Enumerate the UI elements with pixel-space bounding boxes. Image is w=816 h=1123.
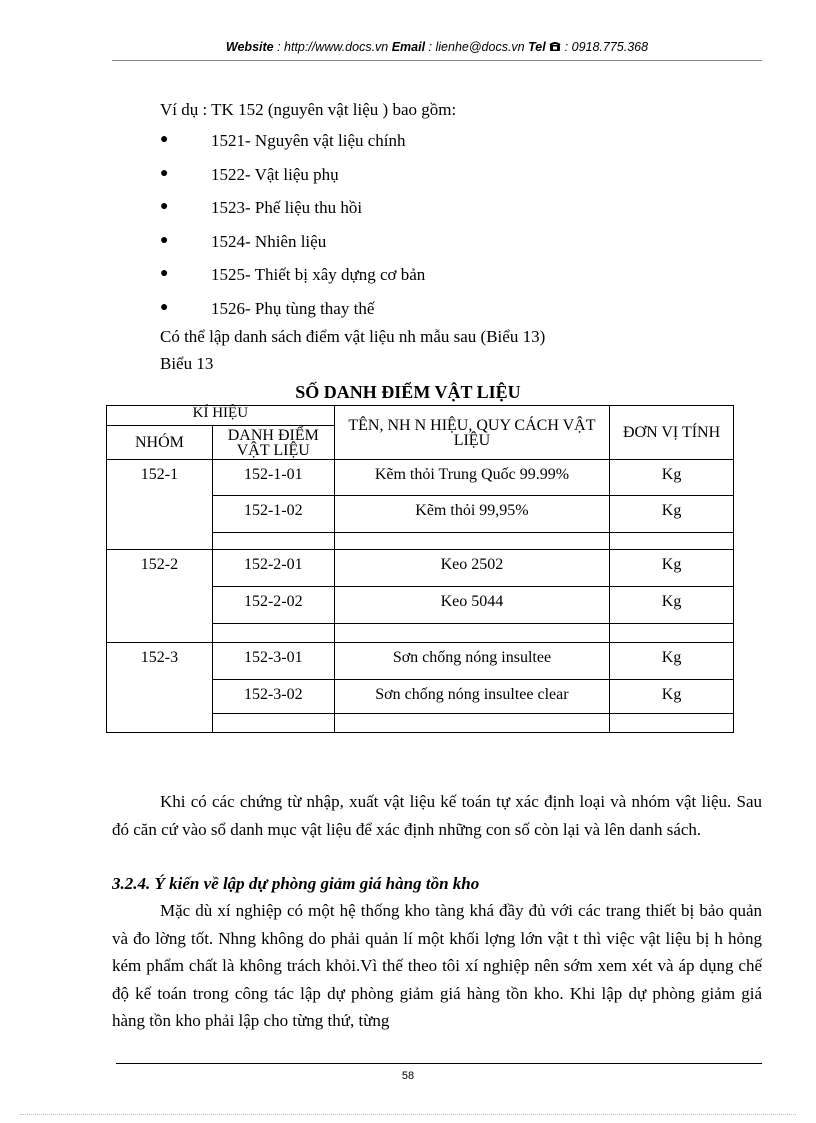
empty-cell <box>334 714 609 733</box>
empty-cell <box>610 624 734 643</box>
table-title: SỐ DANH ĐIỂM VẬT LIỆU <box>295 382 521 402</box>
note-text: Có thể lập danh sách điểm vật liệu nh mẫu sau (Biểu 13) <box>160 327 546 346</box>
bullet-marker: ● <box>160 233 169 248</box>
empty-cell <box>212 533 334 550</box>
bullet-marker: ● <box>160 300 169 315</box>
bieu-label: Biểu 13 <box>160 354 214 373</box>
paragraph-1: Khi có các chứng từ nhập, xuất vật liệu kế toán tự xác định loại và nhóm vật liệu. Sau đó căn cứ vào sổ danh mục vật liệu để xác định những con số còn lại và lên danh sách. <box>112 792 762 839</box>
name-cell: Kẽm thỏi Trung Quốc 99.99% <box>334 460 609 496</box>
code-cell: 152-2-01 <box>212 550 334 587</box>
code-cell: 152-1-02 <box>212 496 334 533</box>
list-item: 1526- Phụ tùng thay thế <box>211 299 375 318</box>
unit-cell: Kg <box>610 643 734 680</box>
header-nhom: NHÓM <box>107 426 213 460</box>
list-item: 1521- Nguyên vật liệu chính <box>211 131 406 150</box>
list-item: 1525- Thiết bị xây dựng cơ bản <box>211 265 426 284</box>
email-value: : lienhe@docs.vn <box>425 40 529 54</box>
tel-label: Tel <box>528 40 546 54</box>
header-don-vi: ĐƠN VỊ TÍNH <box>610 406 734 460</box>
group-cell: 152-1 <box>107 460 213 550</box>
empty-cell <box>212 714 334 733</box>
empty-cell <box>334 533 609 550</box>
name-cell: Keo 2502 <box>334 550 609 587</box>
bullet-marker: ● <box>160 199 169 214</box>
page-edge-dots <box>20 1114 796 1115</box>
material-code-table <box>106 405 734 733</box>
code-cell: 152-3-01 <box>212 643 334 680</box>
unit-cell: Kg <box>610 496 734 533</box>
bullet-marker: ● <box>160 132 169 147</box>
empty-cell <box>334 624 609 643</box>
unit-cell: Kg <box>610 460 734 496</box>
header-ki-hieu: KÍ HIỆU <box>107 406 335 426</box>
group-cell: 152-3 <box>107 643 213 733</box>
header-danh-diem: DANH ĐIỂM VẬT LIỆU <box>212 426 334 460</box>
phone-icon <box>549 41 561 55</box>
name-cell: Kẽm thỏi 99,95% <box>334 496 609 533</box>
bullet-marker: ● <box>160 166 169 181</box>
code-cell: 152-1-01 <box>212 460 334 496</box>
empty-cell <box>212 624 334 643</box>
unit-cell: Kg <box>610 587 734 624</box>
list-item: 1523- Phế liệu thu hồi <box>211 198 363 217</box>
list-item: 1522- Vật liệu phụ <box>211 165 339 184</box>
bullet-marker: ● <box>160 266 169 281</box>
page-number: 58 <box>401 1070 415 1082</box>
website-value: : http://www.docs.vn <box>273 40 392 54</box>
header-divider <box>112 60 762 61</box>
empty-cell <box>610 714 734 733</box>
code-cell: 152-2-02 <box>212 587 334 624</box>
empty-cell <box>610 533 734 550</box>
name-cell: Keo 5044 <box>334 587 609 624</box>
footer-divider <box>116 1063 762 1064</box>
paragraph-2: Mặc dù xí nghiệp có một hệ thống kho tàng khá đầy đủ với các trang thiết bị bảo quản và đo lờng tốt. Nhng không do phải quản lí một khối lợng lớn vật t thì việc vật liệu bị h hỏng kém phẩm chất là không trách khỏi.Vì thế theo tôi xí nghiệp nên sớm xem xét và áp dụng chế độ kế toán trong công tác lập dự phòng giảm giá hàng tồn kho. Khi lập dự phòng giảm giá hàng tồn kho phải lập cho từng thứ, từng <box>112 901 762 1030</box>
section-heading: 3.2.4. Ý kiến về lập dự phòng giảm giá hàng tồn kho <box>112 874 480 893</box>
page-header <box>112 40 762 55</box>
group-cell: 152-2 <box>107 550 213 643</box>
unit-cell: Kg <box>610 550 734 587</box>
header-ten: TÊN, NH N HIỆU, QUY CÁCH VẬT LIỆU <box>334 406 609 460</box>
code-cell: 152-3-02 <box>212 680 334 714</box>
intro-text: Ví dụ : TK 152 (nguyên vật liệu ) bao gồm: <box>160 100 457 119</box>
name-cell: Sơn chống nóng insultee clear <box>334 680 609 714</box>
tel-value: : 0918.775.368 <box>561 40 649 54</box>
unit-cell: Kg <box>610 680 734 714</box>
list-item: 1524- Nhiên liệu <box>211 232 327 251</box>
website-label: Website <box>225 40 274 54</box>
email-label: Email <box>391 40 426 54</box>
name-cell: Sơn chống nóng insultee <box>334 643 609 680</box>
